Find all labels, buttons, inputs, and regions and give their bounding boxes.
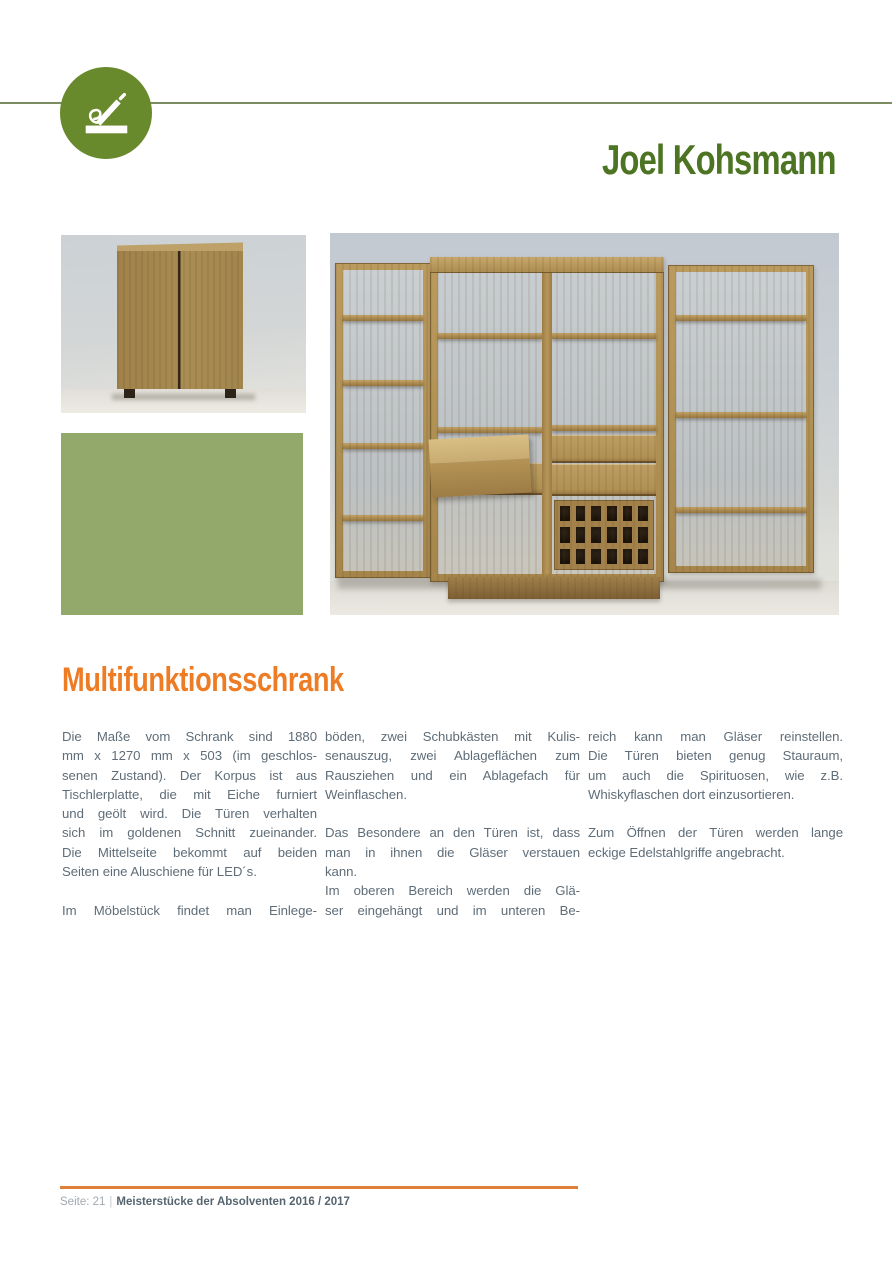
text-line: Whiskyflaschen dort einzusortieren. — [588, 786, 795, 802]
page-number: Seite: 21 — [60, 1196, 106, 1208]
wine-rack-cell — [623, 506, 633, 521]
shelf — [343, 315, 423, 321]
cabinet-foot — [124, 389, 135, 398]
text-line: und geölt wird. Die Türen verhalten — [62, 806, 317, 822]
drawer-front — [552, 435, 656, 463]
article-body — [62, 727, 843, 920]
footer-rule — [60, 1186, 578, 1189]
wine-rack-cell — [576, 506, 586, 521]
text-line: reich kann man Gläser reinstellen. — [588, 729, 843, 744]
footer-separator: | — [109, 1196, 113, 1208]
wine-rack-cell — [591, 527, 601, 542]
text-line: um auch die Spirituosen, wie z.B. — [588, 767, 843, 783]
wine-rack-cell — [607, 527, 617, 542]
wine-rack-cell — [607, 506, 617, 521]
text-line: kann. — [325, 864, 358, 880]
text-line: böden, zwei Schubkästen mit Kulis- — [325, 729, 580, 744]
wine-rack-cell — [560, 506, 570, 521]
left-door-shelf — [335, 263, 431, 578]
text-column-1 — [62, 727, 317, 920]
wine-rack-cell — [576, 527, 586, 542]
wine-rack-cell — [638, 549, 648, 564]
cabinet-foot — [225, 389, 236, 398]
publication-title: Meisterstücke der Absolventen 2016 / 2017 — [116, 1196, 350, 1208]
center-divider — [542, 273, 552, 574]
text-line: Weinflaschen. — [325, 786, 407, 802]
cabinet-plinth — [448, 577, 660, 599]
wine-rack-cell — [576, 549, 586, 564]
green-accent-block — [61, 433, 303, 615]
shelf — [343, 515, 423, 521]
woodworking-logo — [60, 67, 152, 159]
shelf — [552, 333, 656, 339]
shelf — [343, 380, 423, 386]
closed-cabinet — [117, 244, 243, 398]
open-drawer — [429, 434, 532, 497]
shelf — [343, 443, 423, 449]
text-line: Tischlerplatte, die mit Eiche furniert — [62, 786, 317, 802]
wine-rack-cell — [591, 506, 601, 521]
text-line: sich im goldenen Schnitt zueinander. — [62, 825, 317, 841]
text-line: Im Möbelstück findet man Einlege- — [62, 902, 317, 918]
paragraph-gap — [325, 804, 580, 823]
closed-cabinet-photo — [61, 235, 306, 413]
page-footer — [60, 1196, 350, 1208]
shelf-interior — [343, 270, 423, 571]
shelf — [676, 315, 806, 321]
text-line: eckige Edelstahlgriffe angebracht. — [588, 844, 785, 860]
wine-rack-cell — [638, 527, 648, 542]
text-line: senauszug, zwei Ablageflächen zum — [325, 748, 580, 764]
shelf — [552, 425, 656, 431]
text-line: Die Maße vom Schrank sind 1880 — [62, 729, 317, 744]
text-line: Zum Öffnen der Türen werden lange — [588, 825, 843, 841]
text-line: ser eingehängt und im unteren Be- — [325, 902, 580, 918]
wine-rack-cell — [623, 549, 633, 564]
drawer-face — [430, 458, 531, 497]
text-line: Das Besondere an den Türen ist, dass — [325, 825, 580, 841]
text-line: man in ihnen die Gläser verstauen — [325, 844, 580, 860]
text-line: senen Zustand). Der Korpus ist aus — [62, 767, 317, 783]
wood-plane-pencil-icon — [77, 84, 135, 142]
text-line: Rausziehen und ein Ablagefach für — [325, 767, 580, 783]
left-compartment — [438, 273, 542, 574]
cabinet-doors — [117, 251, 243, 389]
shelf — [438, 427, 542, 433]
text-line: Die Türen bieten genug Stauraum, — [588, 748, 843, 764]
drawer-front — [552, 464, 656, 496]
shelf — [438, 333, 542, 339]
open-cabinet-photo — [330, 233, 839, 615]
center-cabinet — [430, 257, 664, 582]
author-name: Joel Kohsmann — [602, 136, 836, 183]
article-title: Multifunktionsschrank — [62, 661, 344, 699]
wine-rack — [554, 500, 654, 570]
wine-rack-cell — [560, 527, 570, 542]
right-compartment — [552, 273, 656, 574]
wine-rack-cell — [560, 549, 570, 564]
shelf — [676, 412, 806, 418]
wine-rack-cell — [623, 527, 633, 542]
text-line: mm x 1270 mm x 503 (im geschlos- — [62, 748, 317, 764]
wine-rack-cell — [638, 506, 648, 521]
wine-rack-cell — [607, 549, 617, 564]
cabinet-interior — [438, 273, 656, 574]
shelf — [676, 507, 806, 513]
text-line: Im oberen Bereich werden die Glä- — [325, 883, 580, 899]
shelf-interior — [676, 272, 806, 566]
cabinet-top — [430, 257, 664, 273]
text-line: Seiten eine Aluschiene für LED´s. — [62, 864, 257, 880]
text-line: Die Mittelseite bekommt auf beiden — [62, 844, 317, 860]
paragraph-gap — [62, 881, 317, 900]
text-column-3 — [588, 727, 843, 920]
right-door-shelf — [668, 265, 814, 573]
wine-rack-cell — [591, 549, 601, 564]
text-column-2 — [325, 727, 580, 920]
paragraph-gap — [588, 804, 843, 823]
